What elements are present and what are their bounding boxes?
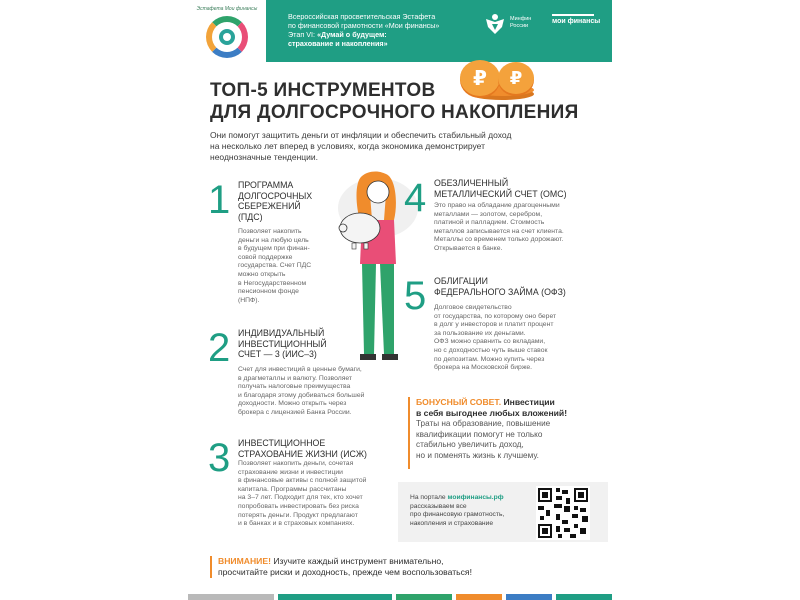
body-line: Счет для инвестиций в ценные бумаги, [238,366,362,373]
relay-logo [190,4,264,60]
brand-rule [552,14,594,16]
body-line: Это право на обладание драгоценными [434,202,560,209]
instrument-item-1 [208,180,318,330]
qr-code-icon[interactable] [536,486,590,540]
body-line: брокера на Московской бирже. [434,364,533,372]
footer-color-bars [188,594,612,600]
instrument-item-2 [208,328,408,428]
logo-core-icon [219,29,235,45]
body-line: в драгметаллы и валюту. Позволяет [238,374,353,382]
bonus-body-line: Траты на образование, повышение [416,419,551,428]
title-line: СЧЕТ — 3 (ИИС–3) [238,349,317,360]
svg-text:₽: ₽ [509,68,523,89]
title-line: ФЕДЕРАЛЬНОГО ЗАЙМА (ОФЗ) [434,286,566,297]
body-line: на 3–7 лет. Подходит для тех, кто хочет [238,494,363,502]
body-line: государства. Счет ПДС [238,262,312,270]
instrument-description [434,304,612,373]
header-text [288,12,468,48]
title-line-1: ТОП-5 ИНСТРУМЕНТОВ [210,80,436,101]
bonus-accent-label: БОНУСНЫЙ СОВЕТ. [416,397,502,407]
lead-line-3: неоднозначные тенденции. [210,152,319,162]
instrument-item-4 [404,178,610,268]
body-line: Долговое свидетельство [434,304,512,311]
body-line: деньги на любую цель [238,236,309,244]
body-line: Открывается в банке. [434,244,503,252]
warning-accent-label: ВНИМАНИЕ! [218,556,271,566]
lead-paragraph [210,130,570,163]
bonus-heading-line-1 [416,397,608,408]
footer-color-bar [506,594,552,600]
body-line: в Негосударственном [238,279,307,287]
body-line: в долг у инвесторов и платит процент [434,321,554,329]
instrument-description [238,366,408,418]
instrument-description [238,460,408,529]
body-line: и благодаря этому добиваться большей [238,391,365,399]
title-line: ПРОГРАММА [238,180,294,190]
svg-text:₽: ₽ [473,66,487,90]
bonus-body [416,419,608,461]
instrument-number: 4 [404,176,427,220]
instrument-title [238,180,312,222]
header-line-1: Всероссийская просветительская Эстафета [288,12,436,21]
body-line: в финансовые активы с полной защитой [238,477,367,485]
title-line: ИНДИВИДУАЛЬНЫЙ [238,328,325,338]
portal-text [410,494,530,528]
bonus-tip [408,397,608,469]
body-line: платиной и палладием. Стоимость [434,219,545,227]
warning-note [210,556,610,578]
instrument-title [238,328,327,360]
instrument-title [434,178,567,199]
header-line-3 [288,30,468,39]
title-line: ОБЕЗЛИЧЕННЫЙ [434,178,509,188]
portal-line: рассказываем все [410,502,467,510]
body-line: Позволяет накопить [238,228,302,235]
instrument-item-3 [208,438,408,548]
body-line: по депозитам. Можно купить через [434,355,545,363]
body-line: потерять деньги. Продукт предлагают [238,511,358,519]
title-line: СБЕРЕЖЕНИЙ [238,201,301,212]
footer-color-bar [556,594,612,600]
header-line-4 [288,39,468,48]
bonus-heading-line-2: в себя выгоднее любых вложений! [416,407,568,418]
body-line: совой поддержке [238,253,293,261]
body-line: пенсионном фонде [238,288,299,296]
body-line: капитала. Программы рассчитаны [238,485,347,493]
bonus-body-line: но и поменять жизнь к лучшему. [416,450,539,460]
eagle-emblem-icon [484,12,506,36]
instrument-number: 5 [404,274,427,318]
title-line: ИНВЕСТИЦИОННОЕ [238,438,326,448]
instrument-number: 2 [208,326,231,370]
footer-color-bar [396,594,452,600]
bonus-heading [416,397,608,418]
body-line: в будущем при финан- [238,245,310,253]
body-line: металлов записывается на счет клиента. [434,227,564,235]
portal-box [398,482,608,542]
title-line: ДОЛГОСРОЧНЫХ [238,190,313,201]
instrument-description [434,202,612,254]
body-line: доходности. Можно открыть через [238,400,347,408]
lead-line-2: на несколько лет вперед в условиях, когда экономика демонстрирует [210,141,485,151]
warning-text: Изучите каждый инструмент внимательно, [270,556,444,566]
header-stage-label: Этап VI: [288,30,318,39]
brand-name: мои финансы [552,18,601,25]
logo-arc-text: Эстафета Мои финансы [196,6,258,12]
page-title [210,80,610,124]
warning-line-2: просчитайте риски и доходность, прежде чем воспользоваться! [218,567,472,577]
title-line-2: ДЛЯ ДОЛГОСРОЧНОГО НАКОПЛЕНИЯ [210,102,579,123]
bonus-heading-text: Инвестиции [501,397,555,407]
portal-prefix: На портале [410,494,448,501]
body-line: и в банках и в страховых компаниях. [238,520,355,528]
portal-line-1 [410,494,530,503]
footer-color-bar [456,594,502,600]
body-line: страхование жизни и инвестиции [238,468,343,476]
lead-line-1: Они помогут защитить деньги от инфляции и обеспечить стабильный доход [210,130,512,140]
body-line: Позволяет накопить деньги, сочетая [238,460,354,467]
portal-link[interactable]: моифинансы.рф [447,494,504,501]
body-line: ОФЗ можно сравнить со вкладами, [434,338,546,346]
footer-color-bar [278,594,392,600]
instrument-title [238,438,367,459]
portal-line: накопления и страхование [410,519,494,527]
instrument-description [238,228,328,305]
body-line: от государства, по которому оно берет [434,312,557,320]
warning-line-1 [218,556,610,567]
portal-line: про финансовую грамотность, [410,511,505,519]
body-line: попробовать инвестировать без риска [238,502,359,510]
body-line: но с доходностью чуть выше ставок [434,346,548,354]
poster [188,0,612,600]
minfin-caption-1: Минфин [510,16,532,22]
bonus-body-line: стабильно увеличить доход, [416,440,524,449]
body-line: получать налоговые преимущества [238,383,351,391]
instrument-title [434,276,566,297]
title-line: ОБЛИГАЦИИ [434,276,488,286]
body-line: Металлы со временем только дорожают. [434,236,564,244]
body-line: можно открыть [238,270,286,278]
header-stage-title-2: страхование и накопления» [288,39,388,48]
bonus-body-line: квалификации помогут не только [416,429,543,439]
title-line: ИНВЕСТИЦИОННЫЙ [238,338,327,349]
header-stage-title: «Думай о будущем: [317,30,387,39]
instrument-number: 3 [208,436,231,480]
body-line: за пользование их деньгами. [434,329,526,337]
header [188,0,612,62]
minfin-caption-2: России [510,23,529,29]
title-line: СТРАХОВАНИЕ ЖИЗНИ (ИСЖ) [238,448,367,459]
header-line-2: по финансовой грамотности «Мои финансы» [288,21,440,30]
body-line: брокера с лицензией Банка России. [238,408,352,416]
body-line: (НПФ). [238,296,260,304]
minfin-caption [510,16,546,30]
instrument-number: 1 [208,178,231,222]
title-line: (ПДС) [238,211,263,222]
footer-color-bar [188,594,274,600]
title-line: МЕТАЛЛИЧЕСКИЙ СЧЕТ (ОМС) [434,188,567,199]
body-line: металлами — золотом, серебром, [434,210,543,218]
instrument-item-5 [404,276,610,386]
